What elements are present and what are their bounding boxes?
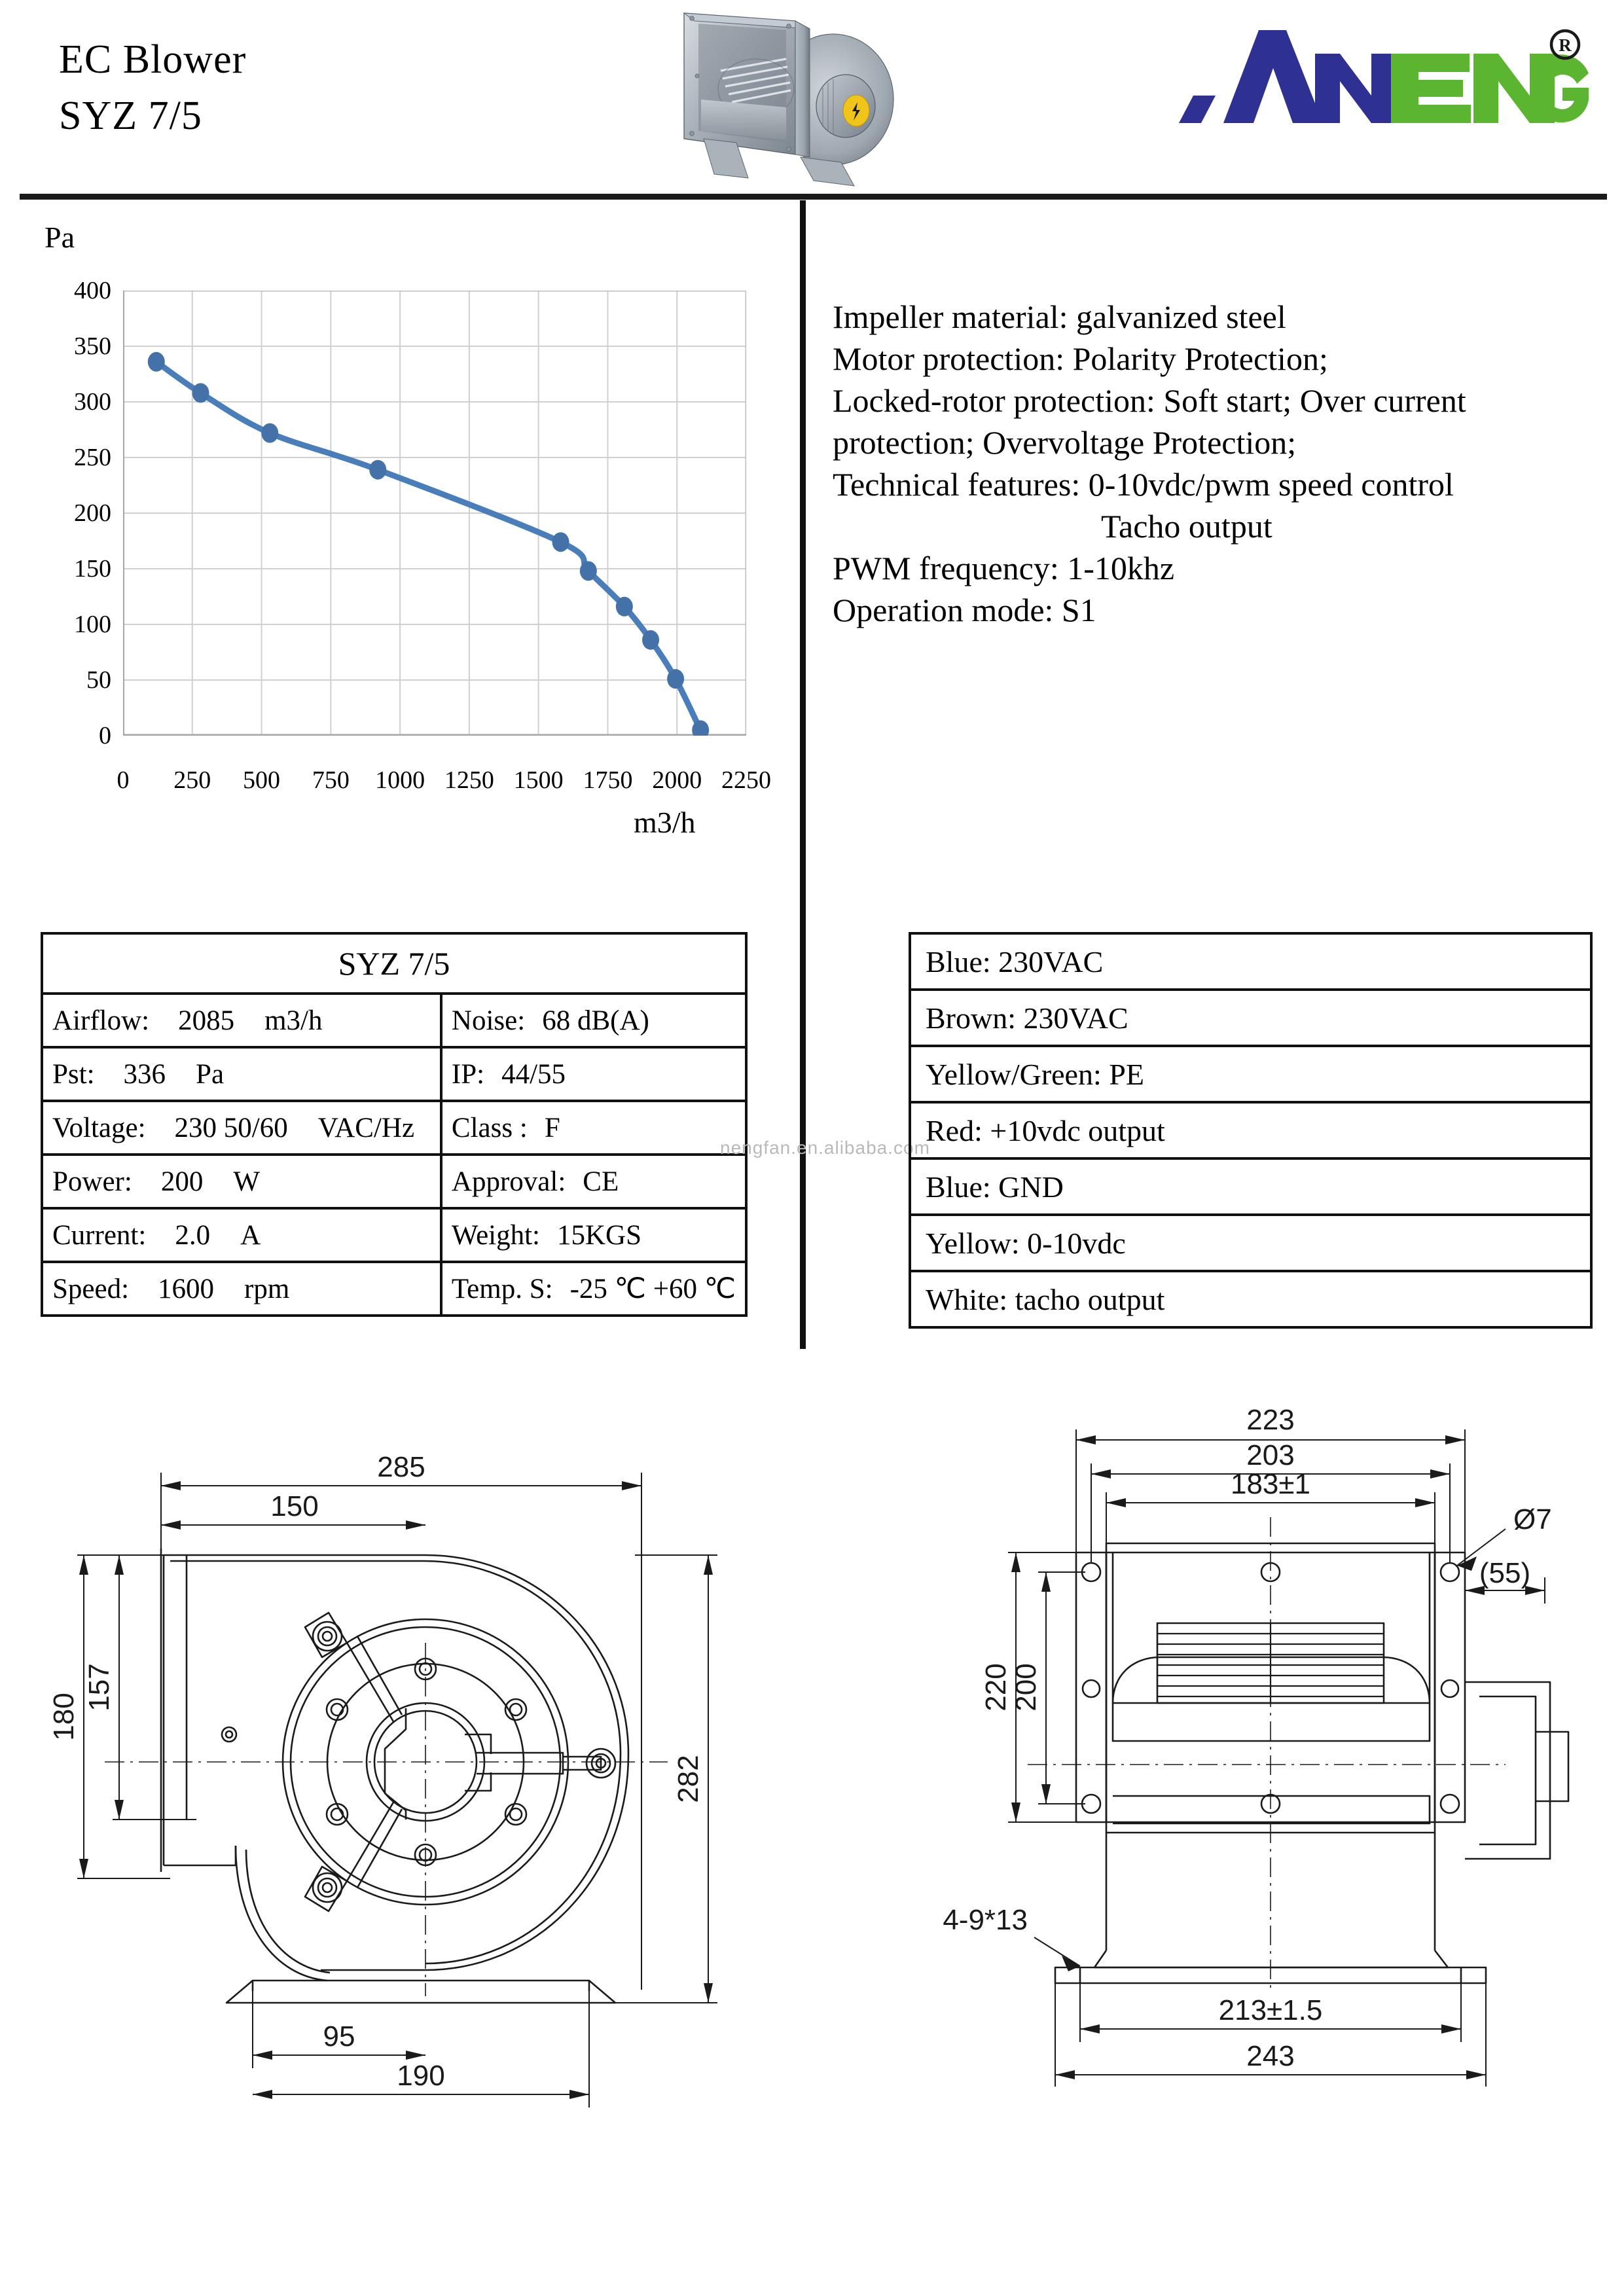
header-divider-rule [20,194,1607,200]
spec-value: 2085 [178,1005,235,1036]
spec-value: 336 [123,1058,166,1090]
dimension-label-height-outer: 180 [48,1693,80,1741]
dimension-label-hole-diameter: Ø7 [1513,1503,1552,1535]
spec-value: 1600 [158,1273,215,1304]
spec-unit: rpm [244,1273,290,1304]
feature-line: Motor protection: Polarity Protection; [833,340,1328,377]
dimension-label-slot: 4-9*13 [943,1904,1028,1936]
table-row [42,1101,746,1155]
table-row [42,994,746,1047]
spec-unit: W [233,1166,260,1197]
wiring-cell: Blue: GND [910,1158,1591,1215]
chart-x-tick: 1000 [375,766,425,794]
drawing-front-view [39,1427,799,2291]
watermark-text: nengfan.en.alibaba.com [720,1138,930,1158]
spec-cell-right [441,1208,746,1262]
feature-line: Tacho output [1101,508,1272,545]
chart-y-tick: 300 [74,388,111,416]
chart-y-tick: 400 [74,277,111,304]
page-header [0,0,1624,190]
spec-unit: m3/h [264,1005,323,1036]
spec-cell-left [42,1101,441,1155]
wiring-cell: Yellow: 0-10vdc [910,1215,1591,1271]
wiring-cell: Brown: 230VAC [910,990,1591,1046]
technical-features-text [833,296,1612,631]
spec-cell-left [42,1208,441,1262]
wiring-cell: Red: +10vdc output [910,1102,1591,1158]
spec-label: Temp. S: [451,1274,553,1304]
table-row [42,1208,746,1262]
chart-y-tick: 250 [74,444,111,471]
dimension-label-height-right: 282 [672,1755,704,1803]
spec-cell-right [441,1101,746,1155]
table-row [910,1158,1591,1215]
vertical-divider [800,200,806,1349]
table-row [910,1271,1591,1327]
table-row [910,1102,1591,1158]
chart-x-tick: 1500 [513,766,564,794]
spec-value: 68 dB(A) [542,1005,649,1036]
feature-line: Locked-rotor protection: Soft start; Over current [833,382,1466,419]
drawing-side-view [916,1401,1624,2296]
chart-y-tick: 350 [74,332,111,360]
chart-x-tick: 250 [173,766,211,794]
chart-y-tick-labels [38,277,111,749]
chart-y-tick: 200 [74,499,111,527]
dimension-label-base-inner: 213±1.5 [1218,1994,1323,2026]
spec-unit: A [240,1219,261,1251]
spec-value: 2.0 [175,1219,211,1251]
spec-label: Current: [52,1219,147,1251]
spec-cell-right [441,994,746,1047]
product-model-title: SYZ 7/5 [59,94,202,138]
wiring-table [909,932,1593,1329]
spec-cell-right [441,1155,746,1208]
table-row [910,933,1591,990]
chart-y-tick: 0 [99,722,111,749]
dimension-label-height-inner: 200 [1010,1663,1042,1712]
dimension-label-base-inner: 95 [323,2020,355,2053]
chart-x-tick: 750 [312,766,350,794]
spec-label: Pst: [52,1058,95,1090]
dimension-label-depth: (55) [1479,1557,1531,1589]
chart-y-tick: 50 [86,666,111,694]
feature-line: Technical features: 0-10vdc/pwm speed control [833,466,1454,503]
wiring-cell: White: tacho output [910,1271,1591,1327]
svg-text:R: R [1559,35,1572,55]
spec-label: Speed: [52,1273,130,1304]
chart-x-tick: 2250 [721,766,771,794]
feature-line: Impeller material: galvanized steel [833,298,1286,335]
specification-table [41,932,748,1317]
spec-value: CE [583,1166,619,1197]
feature-line: Operation mode: S1 [833,592,1096,628]
table-row [42,1047,746,1101]
feature-line: protection; Overvoltage Protection; [833,424,1297,461]
spec-unit: VAC/Hz [317,1112,415,1143]
performance-chart [26,216,785,933]
spec-value: F [544,1112,560,1143]
dimension-label-width-inner: 183±1 [1230,1468,1311,1500]
wiring-cell: Yellow/Green: PE [910,1046,1591,1102]
spec-label: Class : [451,1112,528,1143]
dimension-label-base-outer: 190 [397,2060,445,2092]
spec-cell-left [42,994,441,1047]
chart-y-tick: 150 [74,555,111,583]
table-row [42,933,746,994]
table-row [910,990,1591,1046]
chart-y-axis-label: Pa [45,221,75,254]
chart-y-tick: 100 [74,611,111,638]
spec-unit: Pa [196,1058,225,1090]
dimension-label-width-mid: 203 [1246,1439,1295,1471]
table-row [910,1046,1591,1102]
dimension-label-width-outer: 285 [377,1451,425,1483]
product-title-block [59,31,246,144]
spec-label: Approval: [451,1166,566,1197]
spec-value: 200 [160,1166,204,1197]
aneng-logo [1175,25,1594,136]
page-title: EC Blower [59,37,247,82]
chart-x-tick: 1250 [444,766,494,794]
chart-x-tick: 1750 [583,766,633,794]
spec-table-title: SYZ 7/5 [42,933,746,994]
spec-label: IP: [451,1058,485,1090]
spec-label: Weight: [451,1219,540,1251]
spec-label: Power: [52,1166,132,1197]
table-row [42,1262,746,1316]
spec-cell-left [42,1155,441,1208]
chart-x-tick: 2000 [652,766,702,794]
spec-value: 15KGS [557,1219,642,1251]
spec-value: -25 ℃ +60 ℃ [569,1274,736,1304]
dimension-label-width-inner: 150 [270,1490,319,1522]
chart-x-tick: 0 [117,766,130,794]
spec-value: 44/55 [501,1058,566,1090]
chart-plot-area [123,291,746,736]
spec-cell-left [42,1047,441,1101]
product-photo-blower [658,3,900,189]
spec-cell-left [42,1262,441,1316]
spec-label: Voltage: [52,1112,146,1143]
dimension-label-height-inner: 157 [83,1663,115,1712]
table-row [910,1215,1591,1271]
dimension-label-width-outer: 223 [1246,1404,1295,1436]
spec-value: 230 50/60 [174,1112,288,1143]
chart-x-tick-labels [117,766,771,805]
spec-cell-right [441,1047,746,1101]
chart-x-axis-label: m3/h [634,806,696,839]
spec-cell-right [441,1262,746,1316]
spec-label: Noise: [451,1005,526,1036]
dimension-label-height-outer: 220 [980,1663,1012,1712]
table-row [42,1155,746,1208]
feature-line: PWM frequency: 1-10khz [833,550,1175,586]
spec-label: Airflow: [52,1005,150,1036]
wiring-cell: Blue: 230VAC [910,933,1591,990]
dimension-label-base-outer: 243 [1246,2040,1295,2072]
chart-x-tick: 500 [243,766,281,794]
